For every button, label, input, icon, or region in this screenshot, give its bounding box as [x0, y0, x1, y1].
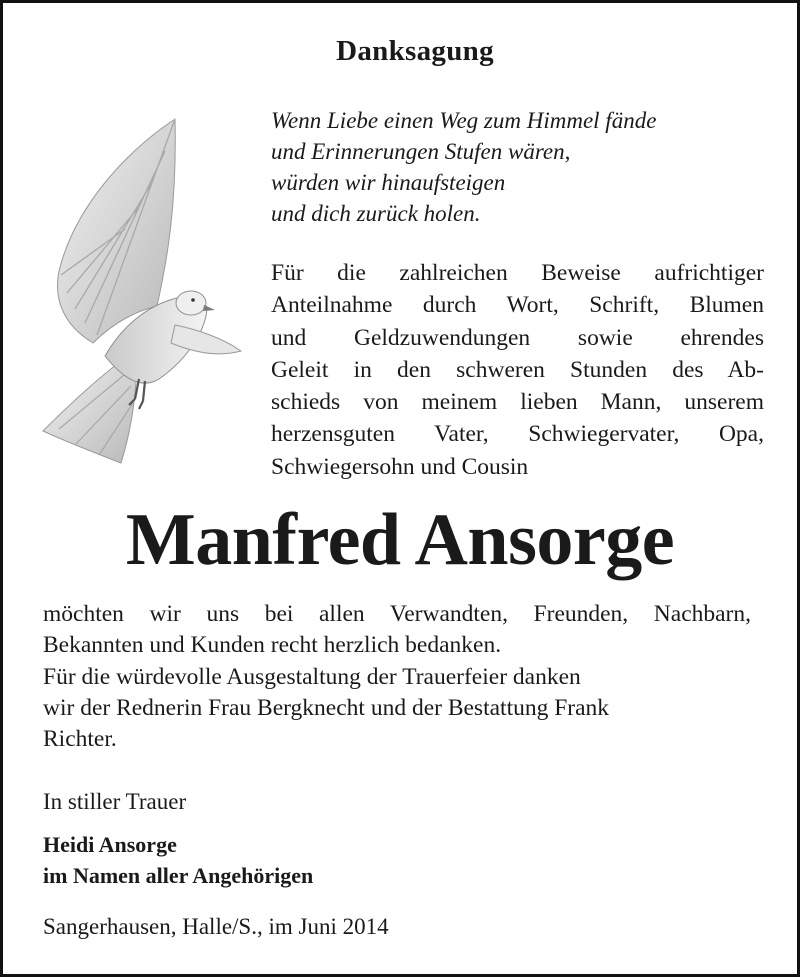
- body-line: wir der Rednerin Frau Bergknecht und der Bestattung Frank: [43, 694, 610, 721]
- intro-line: Anteilnahme durch Wort, Schrift, Blumen: [271, 292, 764, 319]
- intro-line: herzensguten Vater, Schwiegervater, Opa,: [271, 421, 764, 448]
- deceased-name: Manfred Ansorge: [125, 499, 675, 581]
- notice-title: Danksagung: [336, 35, 494, 67]
- body-line: Bekannten und Kunden recht herzlich bedanken.: [43, 632, 502, 659]
- poem: [271, 105, 771, 229]
- body-line: Für die würdevolle Ausgestaltung der Trauerfeier danken: [43, 663, 581, 690]
- intro-line: Geleit in den schweren Stunden des Ab-: [271, 356, 764, 383]
- intro-line: und Geldzuwendungen sowie ehrendes: [271, 324, 764, 351]
- body-line: möchten wir uns bei allen Verwandten, Freunden, Nachbarn,: [43, 601, 751, 627]
- thanks-intro: [271, 257, 764, 483]
- intro-line: schieds von meinem lieben Mann, unserem: [271, 389, 764, 416]
- closing-phrase: In stiller Trauer: [43, 789, 187, 814]
- poem-line: Wenn Liebe einen Weg zum Himmel fände: [271, 108, 657, 133]
- poem-line: würden wir hinaufsteigen: [271, 170, 506, 195]
- signers: [43, 829, 313, 891]
- intro-line: Schwiegersohn und Cousin: [271, 453, 529, 480]
- thanks-body: [43, 599, 751, 755]
- signer-note: im Namen aller Angehörigen: [43, 863, 314, 888]
- intro-line: Für die zahlreichen Beweise aufrichtiger: [271, 260, 764, 286]
- place-date: Sangerhausen, Halle/S., im Juni 2014: [43, 914, 389, 939]
- poem-line: und dich zurück holen.: [271, 201, 481, 226]
- body-line: Richter.: [43, 726, 117, 753]
- poem-line: und Erinnerungen Stufen wären,: [271, 139, 571, 164]
- signer-name: Heidi Ansorge: [43, 832, 177, 857]
- dove-icon: [35, 111, 249, 471]
